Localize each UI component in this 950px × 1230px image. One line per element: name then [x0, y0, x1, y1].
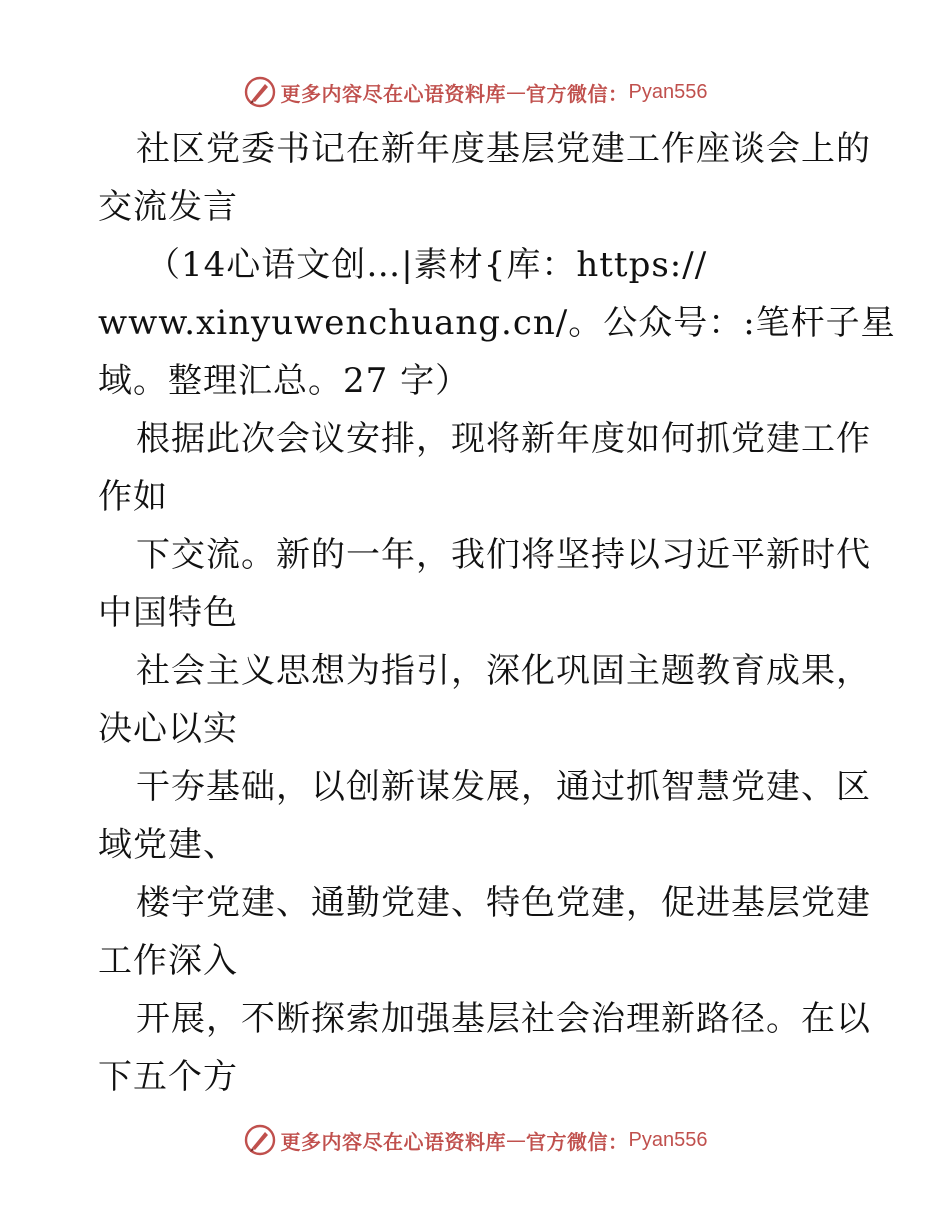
banner-separator: — — [506, 80, 527, 104]
footer-watermark-banner — [0, 1120, 950, 1160]
text-line: 交流发言 — [98, 187, 238, 227]
banner-title: 更多内容尽在心语资料库 — [280, 81, 507, 106]
document-body — [98, 120, 896, 1106]
quill-pen-logo-icon — [243, 75, 277, 109]
text-line: 干夯基础，以创新谋发展，通过抓智慧党建、区 — [136, 767, 871, 807]
text-line: 楼宇党建、通勤党建、特色党建，促进基层党建 — [136, 883, 871, 923]
banner-title: 更多内容尽在心语资料库 — [280, 1129, 507, 1154]
text-line: （14心语文创…|素材{库：https:// — [146, 245, 708, 285]
quill-pen-logo-icon — [243, 1123, 277, 1157]
text-line: 下交流。新的一年，我们将坚持以习近平新时代 — [136, 535, 871, 575]
banner-contact-id: Pyan556 — [628, 80, 708, 103]
text-line: 决心以实 — [98, 709, 238, 749]
banner-contact-label: 官方微信： — [526, 81, 629, 106]
text-line: 工作深入 — [98, 941, 238, 981]
text-line: 社会主义思想为指引，深化巩固主题教育成果， — [136, 651, 871, 691]
text-line: www.xinyuwenchuang.cn/。公众号：:笔杆子星 — [98, 303, 896, 343]
text-line: 域党建、 — [98, 825, 238, 865]
text-line: 开展，不断探索加强基层社会治理新路径。在以 — [136, 999, 871, 1039]
text-line: 作如 — [98, 477, 168, 517]
banner-contact-label: 官方微信： — [526, 1129, 629, 1154]
text-line: 社区党委书记在新年度基层党建工作座谈会上的 — [136, 129, 871, 169]
header-watermark-banner — [0, 72, 950, 112]
banner-contact-id: Pyan556 — [628, 1128, 708, 1151]
text-line: 下五个方 — [98, 1057, 238, 1097]
text-line: 域。整理汇总。27 字） — [98, 361, 471, 401]
text-line: 根据此次会议安排，现将新年度如何抓党建工作 — [136, 419, 871, 459]
banner-separator: — — [506, 1128, 527, 1152]
text-line: 中国特色 — [98, 593, 238, 633]
